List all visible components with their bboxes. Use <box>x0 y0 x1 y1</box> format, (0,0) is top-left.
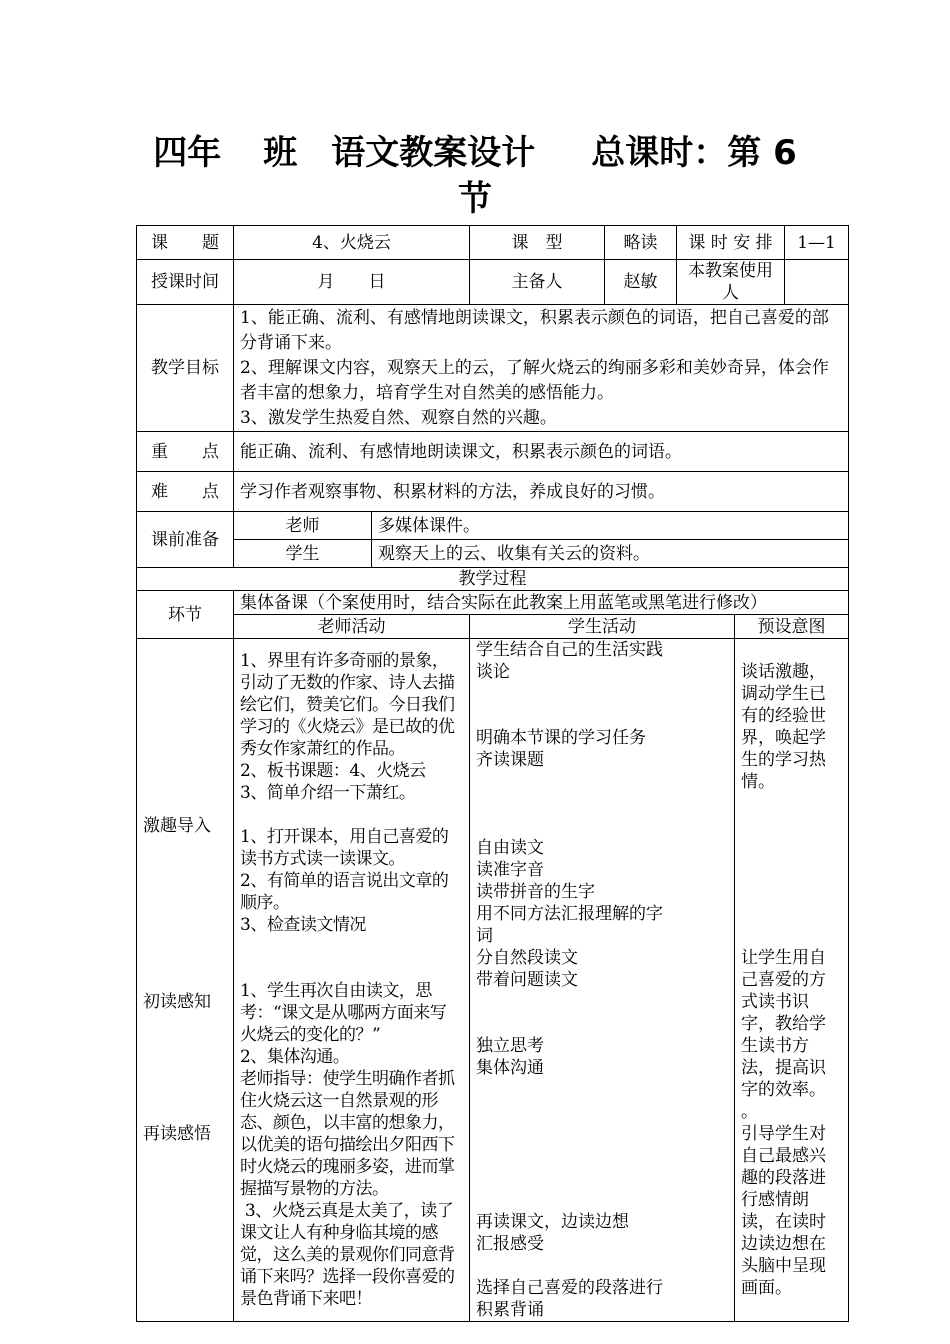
goals-content <box>234 305 849 432</box>
goal-item: 1、能正确、流利、有感情地朗读课文，积累表示颜色的词语，把自己喜爱的部分背诵下来。 <box>240 307 829 353</box>
difficult-point-label: 难 点 <box>137 472 234 512</box>
user-label: 本教案使用人 <box>677 260 785 305</box>
difficult-point-row <box>137 472 849 512</box>
stage-column-header: 环节 <box>137 591 234 639</box>
author-label: 主备人 <box>470 260 605 305</box>
teacher-activity-header: 老师活动 <box>234 615 470 639</box>
title-total-lessons: 总课时：第 6 <box>591 133 797 173</box>
document-title-line-2: 节 <box>458 179 492 219</box>
process-title-row <box>137 568 849 591</box>
key-point-label: 重 点 <box>137 432 234 472</box>
time-label: 授课时间 <box>137 260 234 305</box>
process-body-row <box>137 639 849 1322</box>
prep-label: 课前准备 <box>137 512 234 568</box>
prep-teacher-row <box>137 512 849 540</box>
process-header-row <box>137 615 849 639</box>
collective-note: 集体备课（个案使用时，结合实际在此教案上用蓝笔或黑笔进行修改） <box>234 591 849 615</box>
schedule-label: 课 时 安 排 <box>677 226 785 260</box>
time-value: 月 日 <box>234 260 470 305</box>
type-value: 略读 <box>605 226 677 260</box>
student-activity-header: 学生活动 <box>470 615 735 639</box>
topic-row <box>137 226 849 260</box>
stage-names: 激趣导入 初读感知 再读感悟 <box>137 639 234 1322</box>
title-subject: 语文教案设计 <box>331 133 536 173</box>
lesson-plan-table <box>136 225 849 1322</box>
topic-label: 课 题 <box>137 226 234 260</box>
prep-student-value: 观察天上的云、收集有关云的资料。 <box>372 540 849 568</box>
schedule-value: 1—1 <box>785 226 849 260</box>
design-intents: 谈话激趣， 调动学生已 有的经验世 界，唤起学 生的学习热 情。 让学生用自 己喜爱的方 式读书识 字，教给学 生读书方 法，提高识 字的效率。 。 引导学生对 自己最感兴 趣的段落进 行感情朗 读，在读时 边读边想在 头脑中呈现 画面。 <box>735 639 849 1322</box>
student-activities: 学生结合自己的生活实践 谈论 明确本节课的学习任务 齐读课题 自由读文 读准字音 读带拼音的生字 用不同方法汇报理解的字 词 分自然段读文 带着问题读文 独立思考 集体沟通 再读课文，边读边想 汇报感受 选择自己喜爱的段落进行 积累背诵 <box>470 639 735 1322</box>
prep-student-label: 学生 <box>234 540 372 568</box>
prep-teacher-value: 多媒体课件。 <box>372 512 849 540</box>
prep-teacher-label: 老师 <box>234 512 372 540</box>
title-class: 班 <box>263 133 298 173</box>
goal-item: 3、激发学生热爱自然、观察自然的兴趣。 <box>240 407 557 428</box>
author-value: 赵敏 <box>605 260 677 305</box>
goals-row <box>137 305 849 432</box>
key-point-value: 能正确、流利、有感情地朗读课文，积累表示颜色的词语。 <box>234 432 849 472</box>
user-value <box>785 260 849 305</box>
time-row <box>137 260 849 305</box>
topic-value: 4、火烧云 <box>234 226 470 260</box>
goals-label: 教学目标 <box>137 305 234 432</box>
type-label: 课 型 <box>470 226 605 260</box>
key-point-row <box>137 432 849 472</box>
process-title: 教学过程 <box>137 568 849 591</box>
goal-item: 2、理解课文内容，观察天上的云，了解火烧云的绚丽多彩和美妙奇异，体会作者丰富的想象力，培育学生对自然美的感悟能力。 <box>240 357 829 403</box>
document-title-line-1 <box>0 130 950 176</box>
title-grade: 四年 <box>153 133 222 173</box>
teacher-activities: 1、界里有许多奇丽的景象， 引动了无数的作家、诗人去描 绘它们，赞美它们。今日我们 学习的《火烧云》是已故的优 秀女作家萧红的作品。 2、板书课题：4、火烧云 3、简单介绍一下萧红。 1、打开课本，用自己喜爱的 读书方式读一读课文。 2、有简单的语言说出文章的 顺序。 3、检查读文情况 1、学生再次自由读文，思 考：“课文是从哪两方面来写 火烧云的变化的？” 2、集体沟通。 老师指导：使学生明确作者抓 住火烧云这一自然景观的形 态、颜色，以丰富的想象力， 以优美的语句描绘出夕阳西下 时火烧云的瑰丽多姿，进而掌 握描写景物的方法。 3、火烧云真是太美了，读了 课文让人有种身临其境的感 觉，这么美的景观你们同意背 诵下来吗？选择一段你喜爱的 景色背诵下来吧！ <box>234 639 470 1322</box>
prep-student-row <box>137 540 849 568</box>
intent-header: 预设意图 <box>735 615 849 639</box>
difficult-point-value: 学习作者观察事物、积累材料的方法，养成良好的习惯。 <box>234 472 849 512</box>
collective-note-row <box>137 591 849 615</box>
